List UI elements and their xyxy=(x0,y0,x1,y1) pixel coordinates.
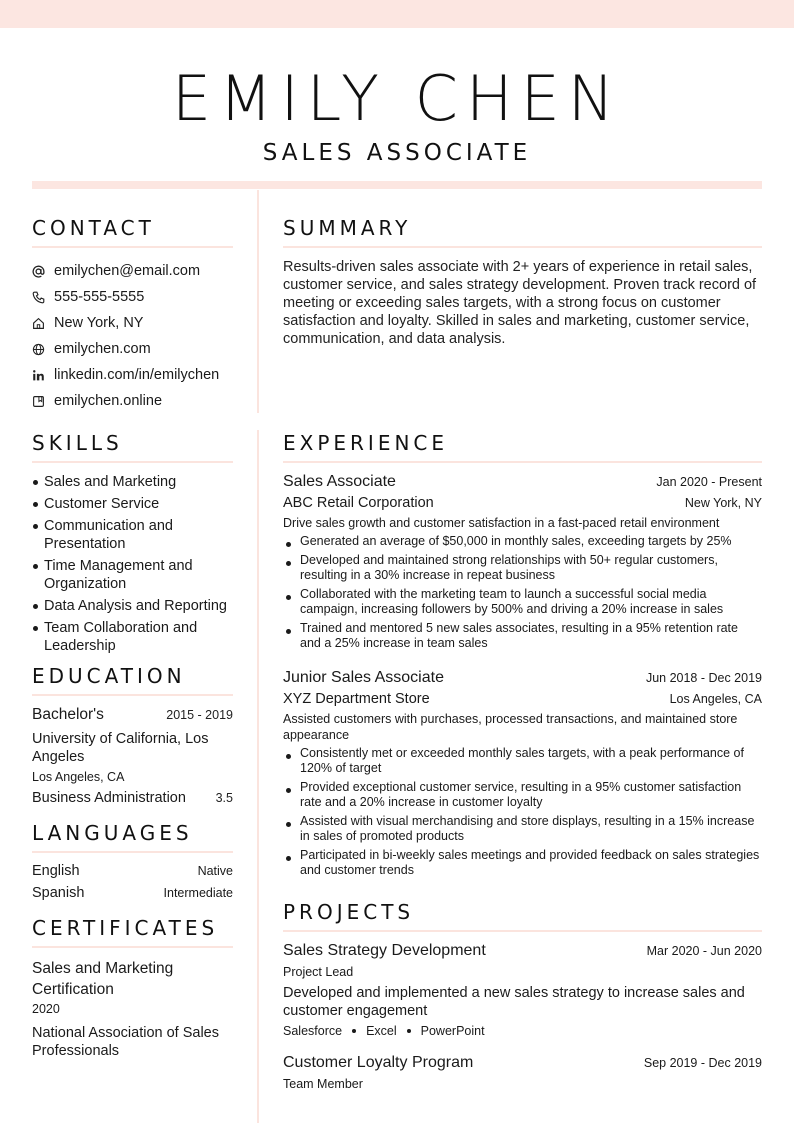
project-role: Team Member xyxy=(283,1077,363,1091)
job-bullets xyxy=(283,746,762,878)
certificate-name: Sales and Marketing Certification xyxy=(32,960,174,998)
certificates-section xyxy=(32,916,233,1060)
project-dates: Mar 2020 - Jun 2020 xyxy=(646,944,762,958)
education-degree: Bachelor's xyxy=(32,706,104,723)
education-school: University of California, Los Angeles xyxy=(32,731,209,765)
project-role: Project Lead xyxy=(283,965,354,979)
list-item: Team Collaboration and Leadership xyxy=(32,619,233,655)
contact-email-text: emilychen@email.com xyxy=(54,263,201,279)
job-description: Assisted customers with purchases, processed transactions, and maintained store appearance xyxy=(283,712,738,742)
resume-header xyxy=(0,28,794,166)
projects-section xyxy=(283,900,762,1091)
job-company: ABC Retail Corporation xyxy=(283,495,434,511)
job-location: Los Angeles, CA xyxy=(669,692,762,706)
job-location: New York, NY xyxy=(684,496,762,510)
education-location: Los Angeles, CA xyxy=(32,770,125,784)
job-company: XYZ Department Store xyxy=(283,691,430,707)
column-divider-bottom xyxy=(257,430,259,1123)
language-level: Intermediate xyxy=(163,886,233,900)
contact-portfolio[interactable] xyxy=(32,388,233,414)
list-item: Participated in bi-weekly sales meetings and provided feedback on sales strategies and customer trends xyxy=(283,848,762,878)
project-entry xyxy=(283,1054,762,1091)
project-entry xyxy=(283,942,762,1038)
job-entry xyxy=(283,669,762,878)
job-bullets xyxy=(283,534,762,651)
list-item: Developed and maintained strong relationships with 50+ regular customers, resulting in a 30% increase in repeat business xyxy=(283,553,762,583)
certificate-date: 2020 xyxy=(32,1002,60,1016)
tool-tag: PowerPoint xyxy=(420,1024,485,1038)
skills-list xyxy=(32,473,233,655)
tool-tag: Excel xyxy=(366,1024,397,1038)
home-icon xyxy=(32,317,54,330)
contact-website-text: emilychen.com xyxy=(54,341,151,357)
contact-phone-text: 555-555-5555 xyxy=(54,289,145,305)
list-item: Provided exceptional customer service, resulting in a 95% customer satisfaction rate and a 20% increase in customer loyalty xyxy=(283,780,762,810)
candidate-title: SALES ASSOCIATE xyxy=(262,140,532,166)
certificates-heading: CERTIFICATES xyxy=(32,916,233,948)
separator-dot xyxy=(352,1029,356,1033)
column-divider-top xyxy=(257,190,259,413)
list-item: Sales and Marketing xyxy=(32,473,233,491)
top-color-band xyxy=(0,0,794,28)
summary-section xyxy=(283,216,762,348)
project-title: Sales Strategy Development xyxy=(283,942,486,959)
job-title: Junior Sales Associate xyxy=(283,669,444,686)
project-dates: Sep 2019 - Dec 2019 xyxy=(643,1056,762,1070)
project-tools xyxy=(283,1024,762,1038)
linkedin-icon xyxy=(32,369,54,382)
project-description: Developed and implemented a new sales strategy to increase sales and customer engagement xyxy=(283,985,745,1019)
job-title: Sales Associate xyxy=(283,473,396,490)
education-section xyxy=(32,664,233,806)
contact-portfolio-text: emilychen.online xyxy=(54,393,163,409)
globe-icon xyxy=(32,343,54,356)
language-row xyxy=(32,885,233,907)
education-gpa: 3.5 xyxy=(215,791,233,805)
contact-website[interactable] xyxy=(32,336,233,362)
job-entry xyxy=(283,473,762,651)
project-title: Customer Loyalty Program xyxy=(283,1054,474,1071)
language-row xyxy=(32,863,233,885)
at-icon xyxy=(32,265,54,278)
job-dates: Jan 2020 - Present xyxy=(656,475,762,489)
contact-phone[interactable] xyxy=(32,284,233,310)
list-item: Customer Service xyxy=(32,495,233,513)
summary-text: Results-driven sales associate with 2+ years of experience in retail sales, customer service, and sales strategy development. Proven track record of meeting or exceeding sales targets, with a strong focus on customer satisfaction and loyalty. Skilled in sales and marketing, customer service, communication, and data analysis. xyxy=(283,259,757,347)
contact-location xyxy=(32,310,233,336)
list-item: Assisted with visual merchandising and store displays, resulting in a 15% increase in sales of promoted products xyxy=(283,814,762,844)
list-item: Communication and Presentation xyxy=(32,517,233,553)
languages-heading: LANGUAGES xyxy=(32,821,233,853)
job-description: Drive sales growth and customer satisfaction in a fast-paced retail environment xyxy=(283,516,720,530)
contact-heading: CONTACT xyxy=(32,216,233,248)
list-item: Generated an average of $50,000 in monthly sales, exceeding targets by 25% xyxy=(283,534,762,549)
candidate-name: EMILY CHEN xyxy=(171,62,623,135)
header-divider xyxy=(32,181,762,189)
education-field: Business Administration xyxy=(32,790,186,806)
contact-linkedin[interactable] xyxy=(32,362,233,388)
tool-tag: Salesforce xyxy=(283,1024,343,1038)
list-item: Trained and mentored 5 new sales associates, resulting in a 95% retention rate and a 25% increase in team sales xyxy=(283,621,762,651)
summary-heading: SUMMARY xyxy=(283,216,762,248)
list-item: Data Analysis and Reporting xyxy=(32,597,233,615)
projects-heading: PROJECTS xyxy=(283,900,762,932)
languages-section xyxy=(32,821,233,907)
portfolio-icon xyxy=(32,395,54,408)
language-level: Native xyxy=(197,864,233,878)
education-heading: EDUCATION xyxy=(32,664,233,696)
contact-location-text: New York, NY xyxy=(54,315,144,331)
list-item: Consistently met or exceeded monthly sales targets, with a peak performance of 120% of target xyxy=(283,746,762,776)
phone-icon xyxy=(32,291,54,304)
skills-section xyxy=(32,431,233,659)
language-name: Spanish xyxy=(32,885,85,901)
job-dates: Jun 2018 - Dec 2019 xyxy=(645,671,762,685)
skills-heading: SKILLS xyxy=(32,431,233,463)
experience-heading: EXPERIENCE xyxy=(283,431,762,463)
contact-email[interactable] xyxy=(32,258,233,284)
language-name: English xyxy=(32,863,80,879)
list-item: Time Management and Organization xyxy=(32,557,233,593)
contact-section xyxy=(32,216,233,414)
experience-section xyxy=(283,431,762,882)
contact-linkedin-text: linkedin.com/in/emilychen xyxy=(54,367,220,383)
separator-dot xyxy=(407,1029,411,1033)
education-dates: 2015 - 2019 xyxy=(166,708,233,722)
certificate-org: National Association of Sales Professionals xyxy=(32,1025,219,1059)
list-item: Collaborated with the marketing team to launch a successful social media campaign, increasing followers by 500% and driving a 20% increase in sales xyxy=(283,587,762,617)
